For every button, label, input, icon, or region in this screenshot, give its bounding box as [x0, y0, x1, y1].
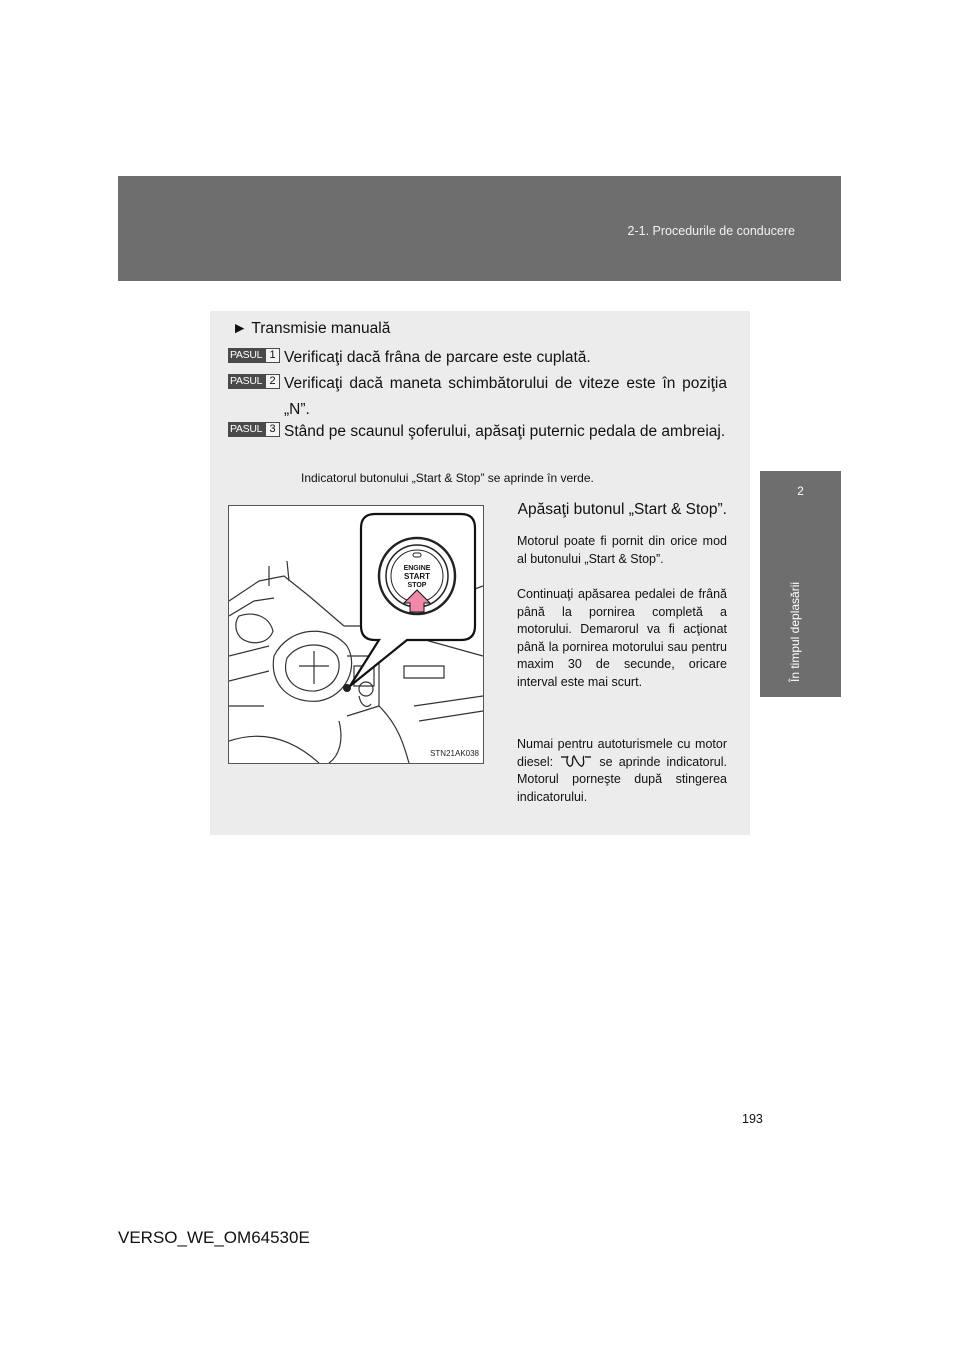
step-2-text: Verificaţi dacă maneta schimbătorului de viteze este în poziţia „N”. [284, 375, 727, 418]
dashboard-drawing [229, 506, 483, 763]
button-line-start: START [403, 572, 431, 581]
step-3-text: Stând pe scaunul şoferului, apăsaţi puternic pedala de ambreiaj. [284, 423, 726, 440]
side-chapter-number: 2 [797, 484, 804, 498]
step-badge-2: PASUL 2 [228, 374, 280, 389]
illustration-code: STN21AK038 [430, 749, 479, 758]
button-line-stop: STOP [407, 582, 427, 589]
step-4-paragraph-1: Motorul poate fi pornit din orice mod al butonului „Start & Stop”. [517, 534, 727, 566]
step-badge-1: PASUL 1 [228, 348, 280, 363]
step-badge-3: PASUL 3 [228, 422, 280, 437]
bullet-arrow-icon: ► [232, 320, 248, 337]
chapter-title: 2-1. Procedurile de conducere [627, 224, 795, 238]
step-1-text: Verificaţi dacă frâna de parcare este cuplată. [284, 349, 591, 366]
section-heading-text: Transmisie manuală [251, 320, 391, 337]
section-heading [232, 320, 390, 338]
engine-start-illustration [228, 505, 484, 764]
document-code: VERSO_WE_OM64530E [118, 1228, 310, 1247]
step-4-text: Apăsaţi butonul „Start & Stop”. [517, 501, 727, 518]
step-3-note: Indicatorul butonului „Start & Stop” se aprinde în verde. [301, 471, 594, 485]
step-4-paragraph-3: Numai pentru autoturismele cu motor diesel: se aprinde indicatorul. Motorul porneşte după stingerea indicatorului. [517, 737, 727, 804]
step-4-paragraph-2: Continuaţi apăsarea pedalei de frână până la pornirea completă a motorului. Demarorul va fi acţionat până la pornirea motorului sau pentru maxim 30 de secunde, oricare interval este mai scurt. [517, 587, 727, 689]
page-number: 193 [742, 1112, 763, 1126]
glow-plug-indicator-icon [559, 754, 593, 770]
side-chapter-label: În timpul deplasării [788, 581, 802, 682]
chapter-header-bar [118, 176, 841, 281]
button-line-engine: ENGINE [403, 565, 431, 572]
